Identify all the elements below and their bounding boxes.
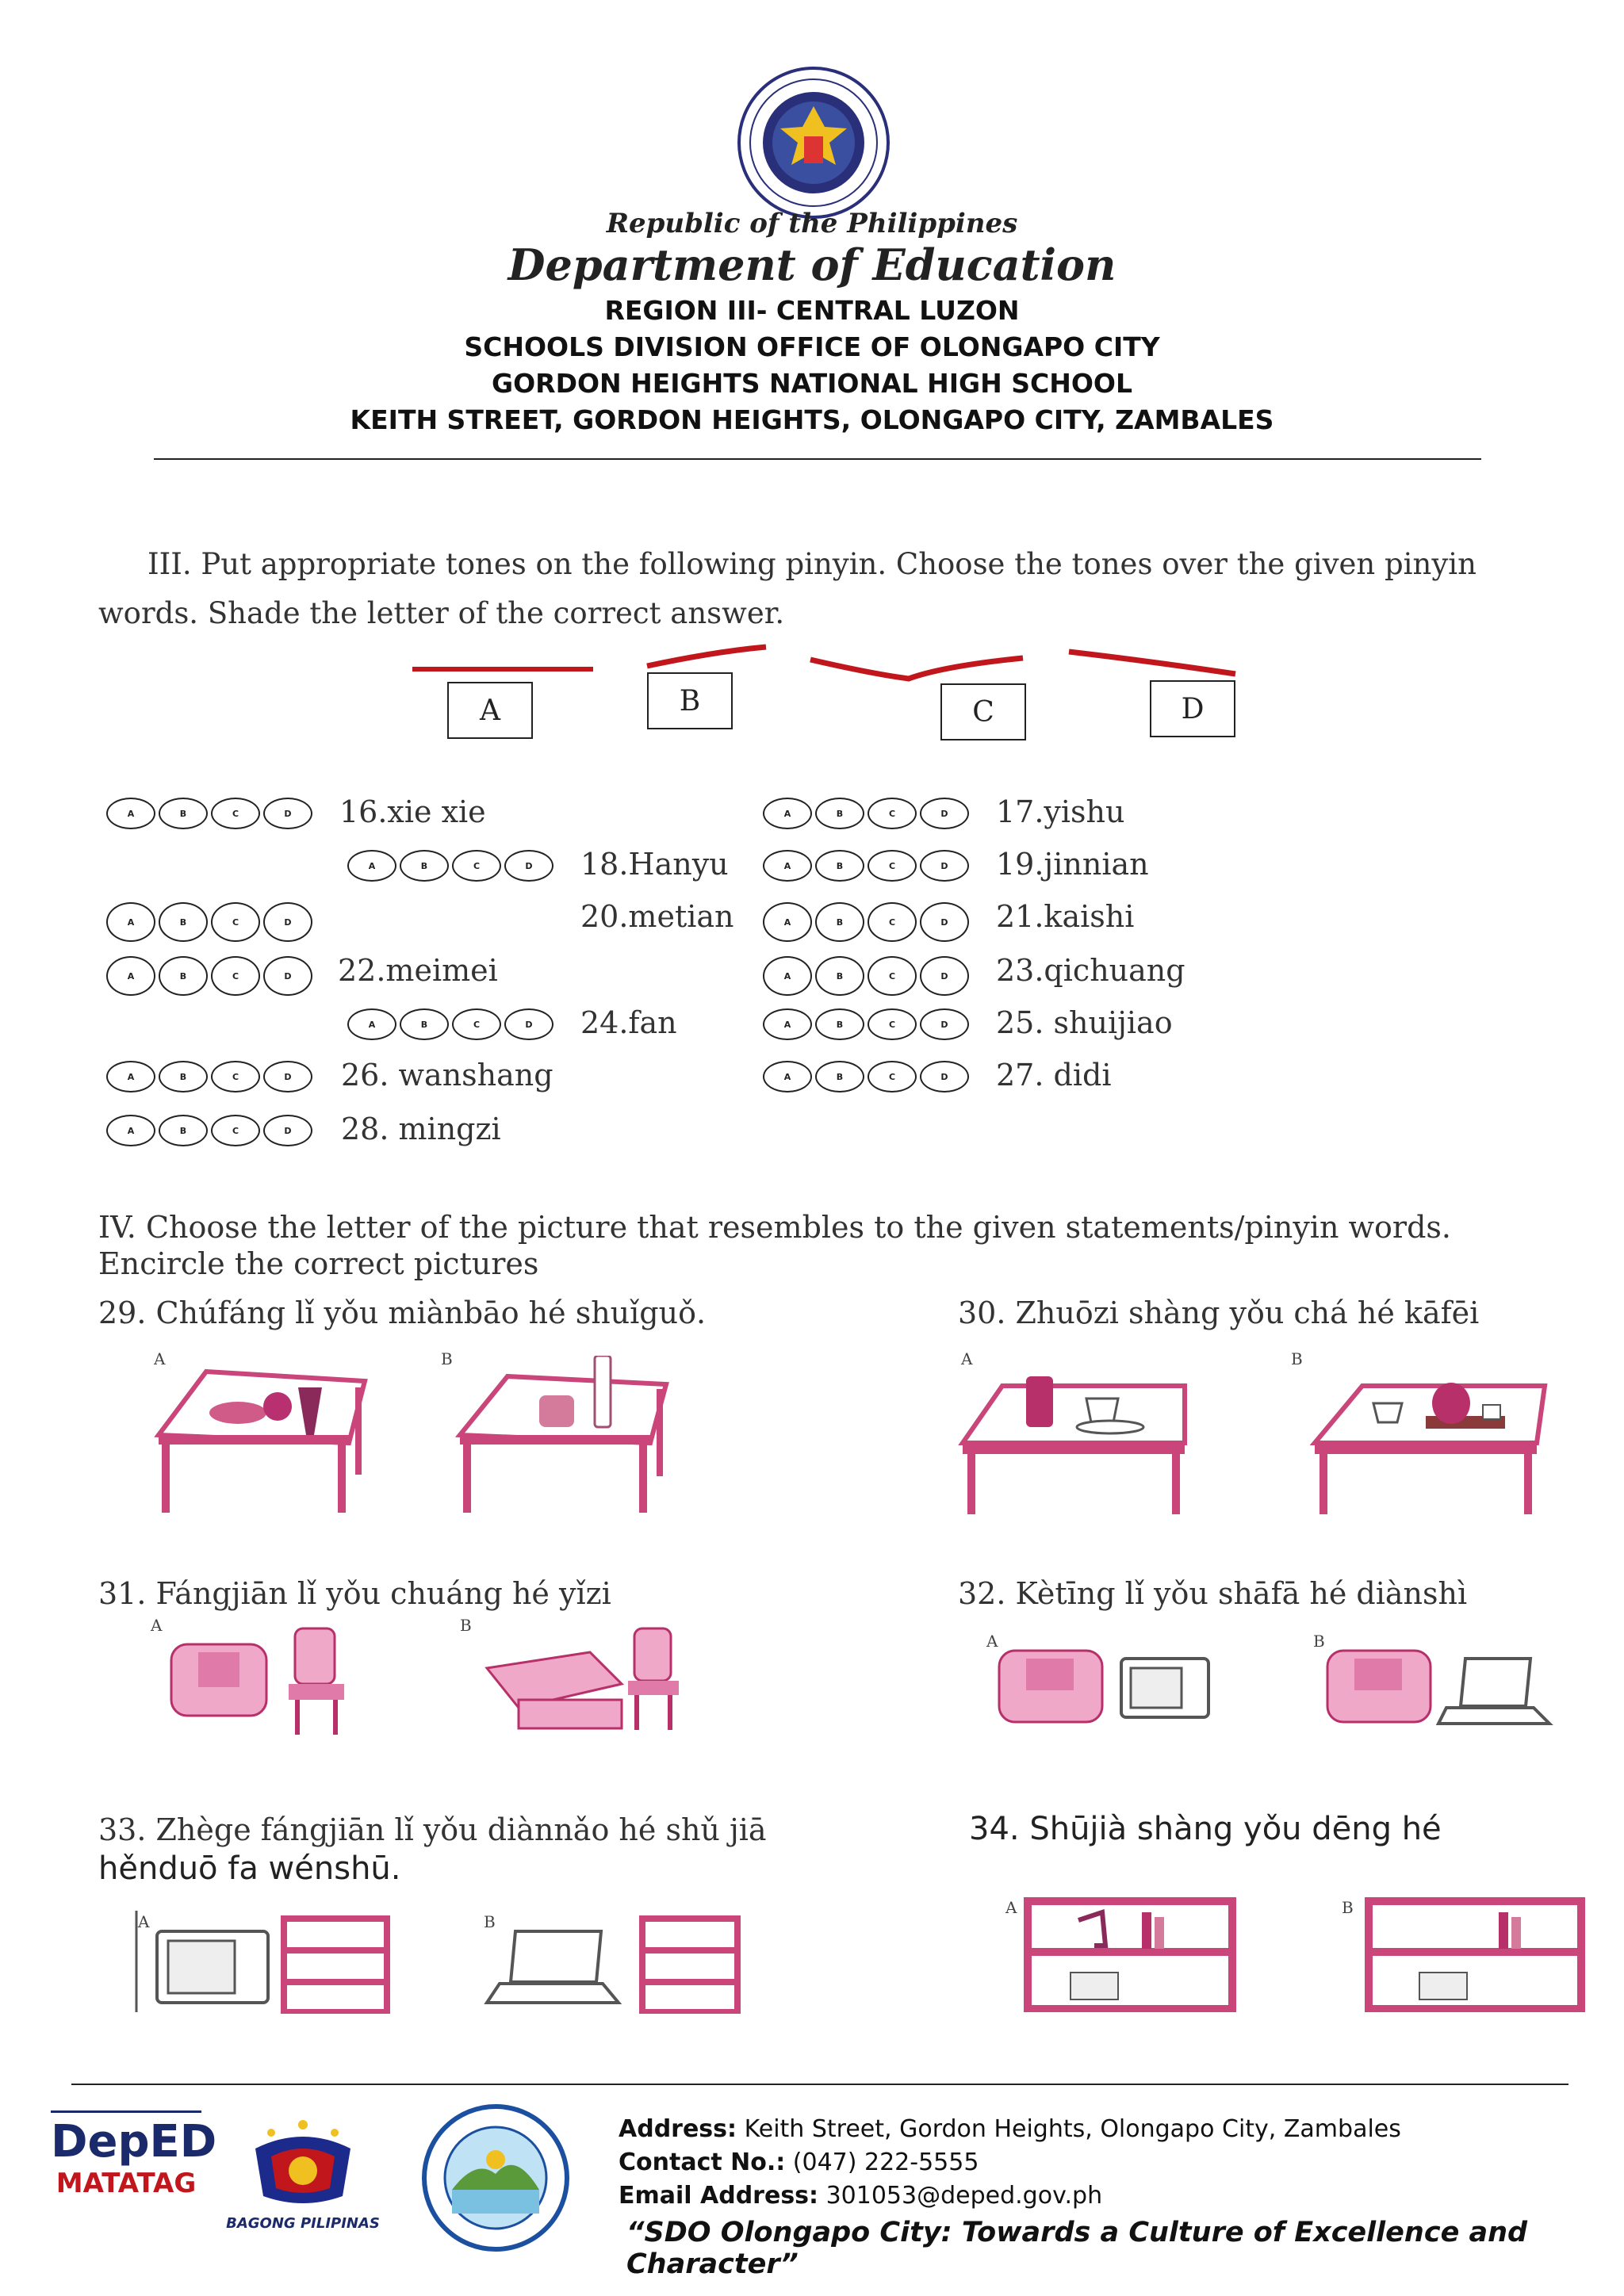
answer-bubble-c[interactable]: C xyxy=(211,1061,260,1093)
matatag-text: MATATAG xyxy=(56,2168,197,2199)
answer-bubble-c[interactable]: C xyxy=(211,1115,260,1146)
q30-picture-b[interactable] xyxy=(1307,1364,1553,1514)
answer-bubble-d[interactable]: D xyxy=(920,902,969,942)
answer-bubble-c[interactable]: C xyxy=(452,850,501,882)
tone-4-mark xyxy=(1069,652,1235,674)
pinyin-item-label: 23.qichuang xyxy=(996,953,1185,988)
q31-label-b: B xyxy=(460,1616,472,1635)
bagong-pilipinas-logo xyxy=(224,2109,382,2244)
answer-bubble-b[interactable]: B xyxy=(159,798,208,829)
q30-picture-a[interactable] xyxy=(955,1364,1193,1514)
tone-box-d: D xyxy=(1150,680,1235,737)
answer-bubble-b[interactable]: B xyxy=(400,1008,449,1040)
question-30: 30. Zhuōzi shàng yǒu chá hé kāfēi xyxy=(958,1295,1480,1330)
address-line: KEITH STREET, GORDON HEIGHTS, OLONGAPO CITY, ZAMBALES xyxy=(350,404,1274,435)
answer-bubble-group xyxy=(763,902,969,942)
school-line: GORDON HEIGHTS NATIONAL HIGH SCHOOL xyxy=(492,368,1132,399)
footer-motto: “SDO Olongapo City: Towards a Culture of Excellence and Character” xyxy=(626,2217,1528,2280)
answer-bubble-b[interactable]: B xyxy=(815,1061,864,1093)
tone-box-a: A xyxy=(447,682,533,739)
pinyin-item-label: 25. shuijiao xyxy=(996,1005,1173,1040)
answer-bubble-d[interactable]: D xyxy=(920,798,969,829)
part3-instruction-2: words. Shade the letter of the correct answer. xyxy=(98,596,785,630)
answer-bubble-b[interactable]: B xyxy=(815,956,864,996)
answer-bubble-c[interactable]: C xyxy=(868,850,917,882)
part4-instruction-2: Encircle the correct pictures xyxy=(98,1246,539,1281)
school-seal xyxy=(420,2103,571,2253)
footer-address xyxy=(619,2115,1401,2143)
answer-bubble-b[interactable]: B xyxy=(815,1008,864,1040)
q32-picture-b[interactable] xyxy=(1320,1635,1557,1738)
footer-address-label: Address: xyxy=(619,2115,737,2143)
answer-bubble-c[interactable]: C xyxy=(868,956,917,996)
answer-bubble-a[interactable]: A xyxy=(106,1115,155,1146)
answer-bubble-a[interactable]: A xyxy=(106,1061,155,1093)
question-34: 34. Shūjià shàng yǒu dēng hé xyxy=(969,1811,1442,1847)
answer-bubble-b[interactable]: B xyxy=(400,850,449,882)
q31-picture-b[interactable] xyxy=(479,1621,693,1739)
answer-bubble-group xyxy=(763,798,969,829)
tone-2-mark xyxy=(647,647,766,666)
answer-bubble-d[interactable]: D xyxy=(504,850,553,882)
pinyin-item-label: 26. wanshang xyxy=(341,1058,553,1093)
q32-label-b: B xyxy=(1313,1632,1325,1651)
q33-label-a: A xyxy=(138,1912,150,1931)
pinyin-item-label: 18.Hanyu xyxy=(580,847,729,882)
footer-contact-label: Contact No.: xyxy=(619,2149,786,2176)
answer-bubble-group xyxy=(763,1008,969,1040)
answer-bubble-group xyxy=(106,1115,312,1146)
region-line: REGION III- CENTRAL LUZON xyxy=(604,295,1020,326)
answer-bubble-b[interactable]: B xyxy=(159,1115,208,1146)
q30-label-a: A xyxy=(961,1349,973,1368)
answer-bubble-a[interactable]: A xyxy=(763,902,812,942)
pinyin-item-label: 24.fan xyxy=(580,1005,677,1040)
answer-bubble-c[interactable]: C xyxy=(211,902,260,942)
bagong-pilipinas-emblem xyxy=(224,2109,382,2212)
q33-picture-b[interactable] xyxy=(484,1911,745,2014)
footer-address-value: Keith Street, Gordon Heights, Olongapo City, Zambales xyxy=(744,2115,1401,2143)
republic-line: Republic of the Philippines xyxy=(606,208,1018,239)
question-31: 31. Fángjiān lǐ yǒu chuáng hé yǐzi xyxy=(98,1576,611,1611)
deped-seal xyxy=(736,65,891,220)
part3-instruction-1: III. Put appropriate tones on the following pinyin. Choose the tones over the given pinyin xyxy=(147,547,1477,581)
answer-bubble-d[interactable]: D xyxy=(504,1008,553,1040)
answer-bubble-d[interactable]: D xyxy=(263,1115,312,1146)
answer-bubble-c[interactable]: C xyxy=(868,1061,917,1093)
deped-matatag-logo xyxy=(51,2110,217,2237)
q29-picture-a[interactable] xyxy=(151,1356,381,1514)
q34-picture-b[interactable] xyxy=(1364,1896,1586,2012)
q29-label-b: B xyxy=(441,1349,453,1368)
answer-bubble-c[interactable]: C xyxy=(868,1008,917,1040)
answer-bubble-b[interactable]: B xyxy=(159,902,208,942)
question-32: 32. Kètīng lǐ yǒu shāfā hé diànshì xyxy=(958,1576,1468,1611)
answer-bubble-group xyxy=(106,902,312,942)
pinyin-item-label: 16.xie xie xyxy=(339,794,486,829)
pinyin-item-label: 27. didi xyxy=(996,1058,1112,1093)
tone-3-mark xyxy=(810,658,1023,679)
answer-bubble-a[interactable]: A xyxy=(763,1061,812,1093)
tone-box-c: C xyxy=(940,683,1026,740)
answer-bubble-d[interactable]: D xyxy=(263,956,312,996)
answer-bubble-a[interactable]: A xyxy=(347,1008,396,1040)
pinyin-item-label: 20.metian xyxy=(580,899,734,934)
question-33: 33. Zhège fángjiān lǐ yǒu diànnǎo hé shǔ jiā xyxy=(98,1812,767,1847)
q29-picture-b[interactable] xyxy=(452,1356,682,1514)
answer-bubble-d[interactable]: D xyxy=(263,1061,312,1093)
answer-bubble-d[interactable]: D xyxy=(920,956,969,996)
q32-picture-a[interactable] xyxy=(991,1635,1221,1738)
q29-label-a: A xyxy=(154,1349,166,1368)
answer-bubble-a[interactable]: A xyxy=(106,798,155,829)
answer-bubble-c[interactable]: C xyxy=(452,1008,501,1040)
answer-bubble-group xyxy=(106,1061,312,1093)
pinyin-item-label: 28. mingzi xyxy=(341,1112,501,1146)
pinyin-item-label: 21.kaishi xyxy=(996,899,1135,934)
answer-bubble-c[interactable]: C xyxy=(211,956,260,996)
q33-picture-a[interactable] xyxy=(133,1911,403,2014)
answer-bubble-d[interactable]: D xyxy=(263,902,312,942)
answer-bubble-c[interactable]: C xyxy=(868,798,917,829)
answer-bubble-a[interactable]: A xyxy=(763,1008,812,1040)
pinyin-item-label: 19.jinnian xyxy=(996,847,1149,882)
footer-divider xyxy=(71,2084,1568,2085)
footer-email xyxy=(619,2182,1102,2210)
division-line: SCHOOLS DIVISION OFFICE OF OLONGAPO CITY xyxy=(464,331,1160,362)
question-29: 29. Chúfáng lǐ yǒu miànbāo hé shuǐguǒ. xyxy=(98,1295,707,1330)
answer-bubble-b[interactable]: B xyxy=(159,1061,208,1093)
q33-label-b: B xyxy=(484,1912,496,1931)
answer-bubble-group xyxy=(763,1061,969,1093)
footer-contact-value: (047) 222-5555 xyxy=(792,2149,979,2176)
answer-bubble-group xyxy=(347,1008,553,1040)
answer-bubble-group xyxy=(106,956,312,996)
department-title: Department of Education xyxy=(508,239,1116,290)
q30-label-b: B xyxy=(1291,1349,1303,1368)
answer-bubble-a[interactable]: A xyxy=(106,956,155,996)
bagong-pilipinas-text: BAGONG PILIPINAS xyxy=(226,2215,380,2232)
answer-bubble-a[interactable]: A xyxy=(763,956,812,996)
header-divider xyxy=(154,458,1481,460)
part4-instruction-1: IV. Choose the letter of the picture that resembles to the given statements/pinyin words. xyxy=(98,1210,1451,1245)
answer-bubble-c[interactable]: C xyxy=(868,902,917,942)
answer-bubble-group xyxy=(763,850,969,882)
answer-bubble-d[interactable]: D xyxy=(920,1008,969,1040)
answer-bubble-b[interactable]: B xyxy=(815,902,864,942)
answer-bubble-d[interactable]: D xyxy=(263,798,312,829)
q32-label-a: A xyxy=(986,1632,998,1651)
answer-bubble-group xyxy=(763,956,969,996)
answer-bubble-b[interactable]: B xyxy=(159,956,208,996)
answer-bubble-b[interactable]: B xyxy=(815,850,864,882)
answer-bubble-d[interactable]: D xyxy=(920,1061,969,1093)
q34-label-a: A xyxy=(1005,1898,1017,1917)
q34-picture-a[interactable] xyxy=(1023,1896,1237,2012)
answer-bubble-a[interactable]: A xyxy=(763,798,812,829)
pinyin-item-label: 17.yishu xyxy=(996,794,1125,829)
q34-label-b: B xyxy=(1342,1898,1354,1917)
answer-bubble-a[interactable]: A xyxy=(347,850,396,882)
pinyin-item-label: 22.meimei xyxy=(338,953,498,988)
footer-email-value[interactable]: 301053@deped.gov.ph xyxy=(825,2182,1103,2210)
deped-logo-text: DepED xyxy=(51,2116,217,2168)
answer-bubble-a[interactable]: A xyxy=(106,902,155,942)
answer-bubble-group xyxy=(347,850,553,882)
footer-email-label: Email Address: xyxy=(619,2182,819,2210)
answer-bubble-d[interactable]: D xyxy=(920,850,969,882)
question-33-line2: hěnduō fa wénshū. xyxy=(98,1850,401,1887)
q31-label-a: A xyxy=(151,1616,163,1635)
tone-box-b: B xyxy=(647,672,733,729)
answer-bubble-c[interactable]: C xyxy=(211,798,260,829)
answer-bubble-b[interactable]: B xyxy=(815,798,864,829)
q31-picture-a[interactable] xyxy=(155,1621,370,1739)
answer-bubble-a[interactable]: A xyxy=(763,850,812,882)
answer-bubble-group xyxy=(106,798,312,829)
footer-contact xyxy=(619,2149,979,2176)
